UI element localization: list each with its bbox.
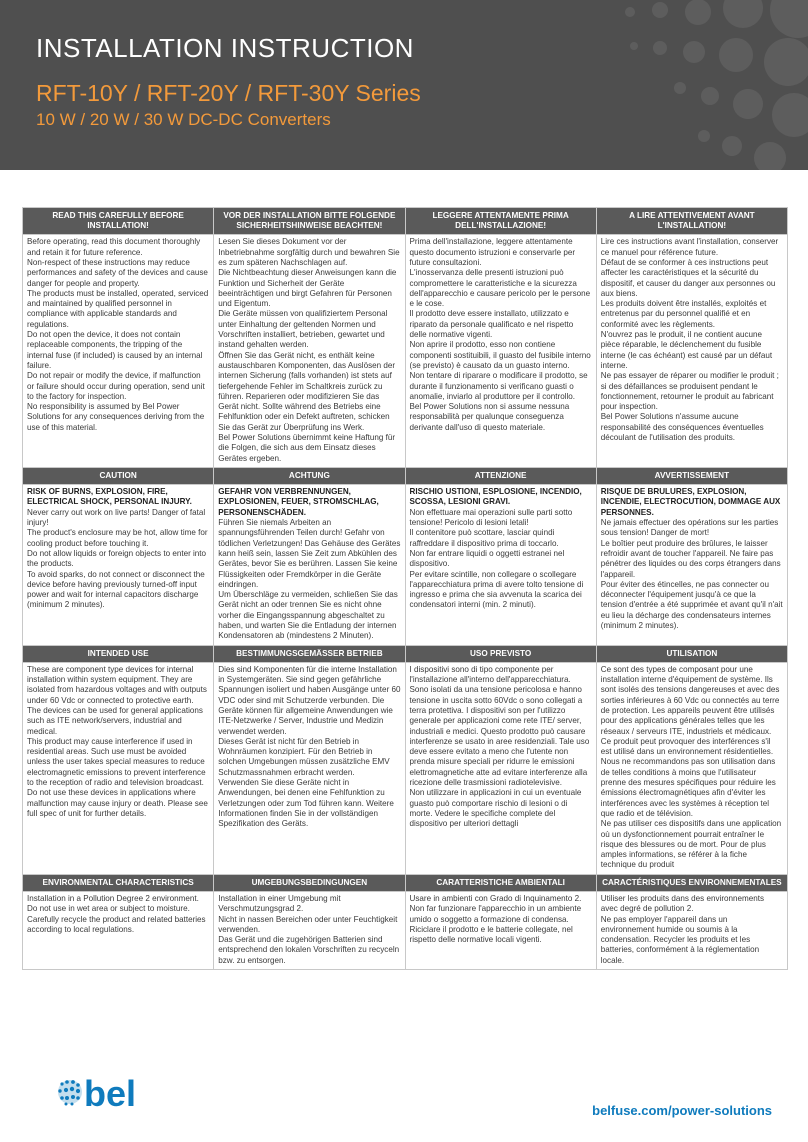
section-text: Utiliser les produits dans des environnements avec degré de pollution 2. Ne pas employer l'appareil dans un environnement humide ou soumis à la condensation. Recycler les produits et les batteries, conformément à la réglementation locale. [596,891,787,969]
section-text: Usare in ambienti con Grado di Inquinamento 2. Non far funzionare l'apparecchio in un ambiente umido o soggetto a formazione di condensa. Riciclare il prodotto e le batterie collegate, nel rispetto delle normative locali vigenti. [405,891,596,969]
section-header: CARACTÉRISTIQUES ENVIRONNEMENTALES [596,874,787,891]
section-header: A LIRE ATTENTIVEMENT AVANT L'INSTALLATION! [596,208,787,235]
section-header: ENVIRONMENTAL CHARACTERISTICS [23,874,214,891]
section-text: Installation in einer Umgebung mit Verschmutzungsgrad 2. Nicht in nassen Bereichen oder unter Feuchtigkeit verwenden. Das Gerät und die zugehörigen Batterien sind entsprechend den lokalen Vorschriften zu recyceln bzw. zu entsorgen. [214,891,405,969]
section-body-row [23,662,788,874]
section-text: Never carry out work on live parts! Danger of fatal injury! The product's enclosure may be hot, allow time for cooling product before touching it. Do not allow liquids or foreign objects to enter into the products. To avoid sparks, do not connect or disconnect the device before having previously turned-off input power and wait for internal capacitors discharge (minimum 2 minutes). [27,507,208,610]
warning-heading: GEFAHR VON VERBRENNUNGEN, EXPLOSIONEN, FEUER, STROMSCHLAG, PERSONENSCHÄDEN. [218,487,379,517]
section-header: LEGGERE ATTENTAMENTE PRIMA DELL'INSTALLAZIONE! [405,208,596,235]
section-body-row [23,891,788,969]
section-header-row [23,645,788,662]
section-header: UMGEBUNGSBEDINGUNGEN [214,874,405,891]
warning-heading: RISK OF BURNS, EXPLOSION, FIRE, ELECTRICAL SHOCK, PERSONAL INJURY. [27,487,192,507]
logo-wordmark: bel [84,1073,137,1114]
section-text: Installation in a Pollution Degree 2 environment. Do not use in wet area or subject to moisture. Carefully recycle the product and related batteries according to local regulations. [23,891,214,969]
section-text: These are component type devices for internal installation within system equipment. They are isolated from hazardous voltages and with outputs under 60 Vdc or connected to protective earth. The devices can be used for general applications such as ITE network/servers, industrial and medical. This product may cause interference if used in residential areas. Such use must be avoided unless the user takes special measures to reduce electromagnetic emissions to prevent interference to the reception of radio and television broadcast. Do not use these devices in applications where malfunction may cause injury or death. Please see full spec of unit for further details. [23,662,214,874]
section-header: READ THIS CAREFULLY BEFORE INSTALLATION! [23,208,214,235]
series-title: RFT-10Y / RFT-20Y / RFT-30Y Series [36,80,421,106]
section-text: Before operating, read this document thoroughly and retain it for future reference. Non-respect of these instructions may reduce performances and safety of the devices and cause danger for people and property. The products must be installed, operated, serviced and maintained by qualified personnel in compliance with applicable standards and regulations. Do not open the device, it does not contain replaceable components, the tripping of the internal fuse (if included) is caused by an internal failure. Do not repair or modify the device, if malfunction or failure should occur during operation, send unit to the factory for inspection. No responsibility is assumed by Bel Power Solutions for any consequences deriving from the use of this material. [23,235,214,468]
section-header-row [23,467,788,484]
section-text: Prima dell'installazione, leggere attentamente questo documento istruzioni e conservarle per future consultazioni. L'inosservanza delle presenti istruzioni può compromettere le caratteristiche e la sicurezza dell'apparecchio e causare pericolo per le persone e le cose. Il prodotto deve essere installato, utilizzato e riparato da personale qualificato e nel rispetto delle normative vigenti. Non aprire il prodotto, esso non contiene componenti sostituibili, il guasto del fusibile interno (se previsto) è causato da un guasto interno. Non tentare di riparare o modificare il prodotto, se durante il funzionamento si verificano guasti o anomalie, inviarlo al produttore per il controllo. Bel Power Solutions non si assume nessuna responsabilità per qualunque conseguenza derivante dall'uso di questo materiale. [405,235,596,468]
section-cell [23,485,214,645]
warning-heading: RISCHIO USTIONI, ESPLOSIONE, INCENDIO, SCOSSA, LESIONI GRAVI. [409,487,582,507]
footer-url[interactable]: belfuse.com/power-solutions [592,1103,772,1118]
section-text: Ce sont des types de composant pour une installation interne d'équipement de système. Ils sont isolés des tensions dangereuses et avec des sorties inférieures à 60 Vdc ou connectés au terre de protection. Les appareils peuvent être utilisés pour des applications générales telles que les réseaux / serveurs ITE, industriels et médicaux. Ce produit peut provoquer des interférences s'il est utilisé dans un environnement résidentielles. Nous ne recommandons pas son utilisation dans de telles conditions à moins que l'utilisateur prenne des mesures spécifiques pour réduire les émissions électromagnétiques afin d'éviter les interférences avec les systèmes à réception tel que radio et de télévision. Ne pas utiliser ces dispositifs dans une application où un dysfonctionnement pourrait entraîner le risque des blessures ou de mort. Pour de plus amples informations, se référer à la fiche technique du produit [596,662,787,874]
section-text: Lesen Sie dieses Dokument vor der Inbetriebnahme sorgfältig durch und bewahren Sie es zum späteren Nachschlagen auf. Die Nichtbeachtung dieser Anweisungen kann die Funktion und Sicherheit der Geräte beeinträchtigen und birgt Gefahren für Personen und Eigentum. Die Geräte müssen von qualifiziertem Personal unter Einhaltung der geltenden Normen und Vorschriften installiert, betrieben, gewartet und instand gehalten werden. Öffnen Sie das Gerät nicht, es enthält keine austauschbaren Komponenten, das Auslösen der internen Sicherung (falls vorhanden) ist stets auf tiefergehende Fehler im Schaltkreis zurück zu führen. Reparieren oder modifizieren Sie das Gerät nicht. Sollte während des Betriebs eine Fehlfunktion oder ein Defekt auftreten, schicken Sie das Gerät zur Überprüfung ins Werk. Bel Power Solutions übernimmt keine Haftung für die Folgen, die sich aus dem Einsatz dieses Gerätes ergeben. [214,235,405,468]
section-header: INTENDED USE [23,645,214,662]
bel-logo [56,1062,166,1122]
section-text: Dies sind Komponenten für die interne Installation in Systemgeräten. Sie sind gegen gefährliche Spannungen isoliert und haben Ausgänge unter 60 VDC oder sind mit Schutzerde verbunden. Die Geräte können für allgemeine Anwendungen wie ITE-Netzwerke / Server, Industrie und Medizin verwendet werden. Dieses Gerät ist nicht für den Betrieb in Wohnräumen konzipiert. Für den Betrieb in solchen Umgebungen müssen zusätzliche EMV Schutzmassnahmen erbracht werden. Verwenden Sie diese Geräte nicht in Anwendungen, bei denen eine Fehlfunktion zu Verletzungen oder zum Tod führen kann. Weitere Informationen finden Sie in der vollständigen Spezifikation des Geräts. [214,662,405,874]
section-text: Führen Sie niemals Arbeiten an spannungsführenden Teilen durch! Gefahr von tödlichen Verletzungen! Das Gehäuse des Gerätes kann heiß sein, lassen Sie Zeit zum Abkühlen des Gerätes, bevor Sie es berühren. Lassen Sie keine Flüssigkeiten oder Fremdkörper in die Geräte eindringen. Um Überschläge zu vermeiden, schließen Sie das Gerät nicht an oder trennen Sie es nicht ohne vorher die Eingangsspannung abgeschaltet zu haben, und warten Sie die Entladung der internen Kondensatoren ab (mindestens 2 Minuten). [218,518,401,641]
section-cell [596,485,787,645]
section-header: USO PREVISTO [405,645,596,662]
section-text: Non effettuare mai operazioni sulle parti sotto tensione! Pericolo di lesioni letali! Il contenitore può scottare, lasciar quindi raffreddare il dispositivo prima di toccarlo. Non far entrare liquidi o oggetti estranei nel dispositivo. Per evitare scintille, non collegare o scollegare l'apparecchiatura prima di avere tolto tensione di ingresso e prima che sia avvenuta la scarica dei condensatori interni (min. 2 minuti). [409,507,584,610]
section-header: CAUTION [23,467,214,484]
section-header: VOR DER INSTALLATION BITTE FOLGENDE SICHERHEITSHINWEISE BEACHTEN! [214,208,405,235]
page-title: INSTALLATION INSTRUCTION [36,33,414,63]
section-cell [214,485,405,645]
decorative-pattern [508,0,808,170]
header-banner [0,0,808,170]
section-header: BESTIMMUNGSGEMÄSSER BETRIEB [214,645,405,662]
section-cell [405,485,596,645]
section-header: ACHTUNG [214,467,405,484]
section-body-row [23,235,788,468]
section-header: ATTENZIONE [405,467,596,484]
section-header: CARATTERISTICHE AMBIENTALI [405,874,596,891]
instruction-table [22,207,788,970]
section-header: UTILISATION [596,645,787,662]
section-text: Ne jamais effectuer des opérations sur les parties sous tension! Danger de mort! Le boîtier peut produire des brûlures, le laisser refroidir avant de toucher l'appareil. Ne faire pas pénétrer des liquides ou des corps étrangers dans l'appareil. Pour éviter des étincelles, ne pas connecter ou déconnecter l'équipement jusqu'à ce que la tension d'entrée a été supprimée et avant qu'il n'ait eu lieu la décharge des condensateurs internes (minimum 2 minutes). [600,518,783,630]
section-header: AVVERTISSEMENT [596,467,787,484]
section-body-row [23,485,788,645]
section-text: Lire ces instructions avant l'installation, conserver ce manuel pour référence future. Défaut de se conformer à ces instructions peut affecter les caractéristiques et la sécurité du dispositif, et causer du danger aux personnes ou aux biens. Les produits doivent être installés, exploités et entretenus par du personnel qualifié et en conformité avec les règlements. N'ouvrez pas le produit, il ne contient aucune pièce réparable, le déclenchement du fusible interne (le cas échéant) est causé par un défaut interne. Ne pas essayer de réparer ou modifier le produit ; si des défaillances se produisent pendant le fonctionnement, retourner le produit au fabricant pour inspection. Bel Power Solutions n'assume aucune responsabilité des conséquences éventuelles découlant de l'utilisation des produits. [596,235,787,468]
warning-heading: RISQUE DE BRULURES, EXPLOSION, INCENDIE, ELECTROCUTION, DOMMAGE AUX PERSONNES. [600,487,781,517]
series-subtitle: 10 W / 20 W / 30 W DC-DC Converters [36,110,331,129]
section-header-row [23,208,788,235]
section-header-row [23,874,788,891]
section-text: I dispositivi sono di tipo componente per l'installazione all'interno dell'apparecchiatura. Sono isolati da una tensione pericolosa e hanno tensione in uscita sotto 60Vdc o sono collegati a terra protettiva. I dispositivi son per l'utilizzo generale per applicazioni come rete ITE/ server, industriali e medici. Questo prodotto può causare interferenze se usato in aree residenziali. Tale uso deve essere evitato a meno che l'utente non prenda misure speciali per ridurre le emissioni elettromagnetiche atte ad evitare interferenze alla ricezione delle trasmissioni radiotelevisive. Non utilizzare in applicazioni in cui un eventuale guasto può comportare rischio di lesioni o di morte. Vedere le specifiche complete del dispositivo per ulteriori dettagli [405,662,596,874]
